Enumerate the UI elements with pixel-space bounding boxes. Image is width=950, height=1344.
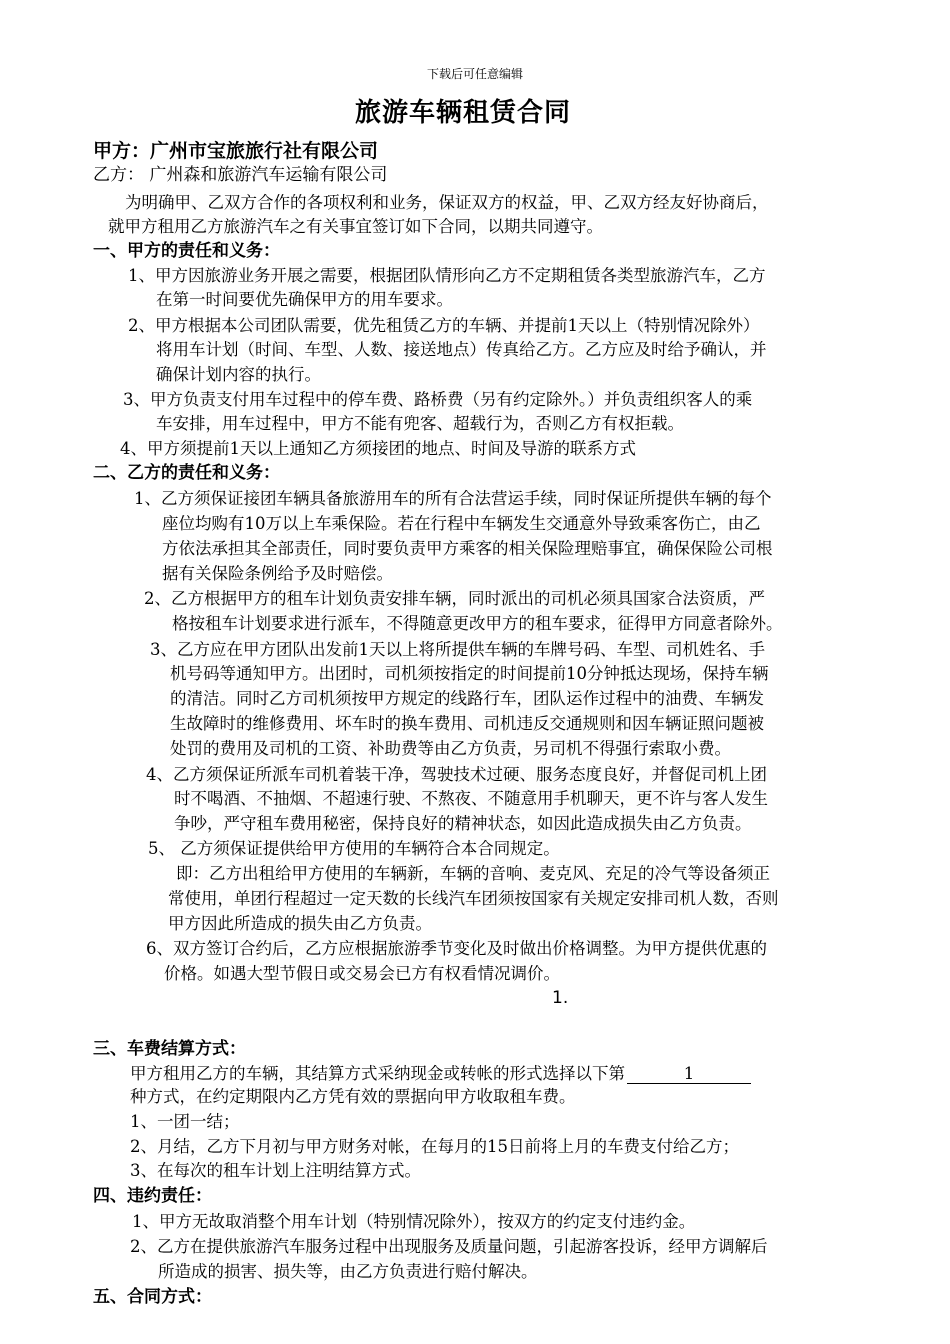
settlement-text: 甲方租用乙方的车辆，其结算方式采纳现金或转帐的形式选择以下第 [130, 1064, 625, 1083]
clause-line: 2、乙方根据甲方的租车计划负责安排车辆，同时派出的司机必须具国家合法资质，严 [144, 589, 765, 608]
clause-line: 1、甲方因旅游业务开展之需要，根据团队情形向乙方不定期租赁各类型旅游汽车，乙方 [128, 266, 766, 285]
clause-line: 所造成的损害、损失等，由乙方负责进行赔付解决。 [158, 1262, 538, 1281]
party-b: 乙方： 广州森和旅游汽车运输有限公司 [93, 165, 388, 185]
clause-line: 4、甲方须提前1天以上通知乙方须接团的地点、时间及导游的联系方式 [120, 439, 636, 458]
clause-line: 据有关保险条例给予及时赔偿。 [162, 564, 393, 583]
clause-line: 时不喝酒、不抽烟、不超速行驶、不熬夜、不随意用手机聊天，更不许与客人发生 [174, 789, 768, 808]
page-number: 1. [552, 988, 569, 1008]
party-a: 甲方：广州市宝旅旅行社有限公司 [93, 140, 379, 162]
section-heading: 四、违约责任： [93, 1186, 212, 1206]
clause-line: 机号码等通知甲方。出团时，司机须按指定的时间提前10分钟抵达现场，保持车辆 [170, 664, 769, 683]
clause-line: 车安排，用车过程中，甲方不能有兜客、超载行为，否则乙方有权拒载。 [156, 414, 684, 433]
clause-line: 确保计划内容的执行。 [156, 365, 321, 384]
clause-line: 价格。如遇大型节假日或交易会已方有权看情况调价。 [164, 964, 560, 983]
settlement-option: 1、一团一结； [130, 1112, 240, 1131]
settlement-line [130, 1065, 751, 1084]
settlement-line: 种方式，在约定期限内乙方凭有效的票据向甲方收取租车费。 [130, 1087, 576, 1106]
clause-line: 处罚的费用及司机的工资、补助费等由乙方负责，另司机不得强行索取小费。 [170, 739, 731, 758]
document-title: 旅游车辆租赁合同 [354, 98, 571, 128]
clause-line: 争吵，严守租车费用秘密，保持良好的精神状态，如因此造成损失由乙方负责。 [174, 814, 752, 833]
clause-line: 4、乙方须保证所派车司机着装干净，驾驶技术过硬、服务态度良好，并督促司机上团 [146, 765, 767, 784]
clause-line: 2、乙方在提供旅游汽车服务过程中出现服务及质量问题，引起游客投诉，经甲方调解后 [130, 1237, 768, 1256]
clause-line: 1、乙方须保证接团车辆具备旅游用车的所有合法营运手续，同时保证所提供车辆的每个 [134, 489, 772, 508]
clause-line: 座位均购有10万以上车乘保险。若在行程中车辆发生交通意外导致乘客伤亡，由乙 [162, 514, 761, 533]
clause-line: 6、双方签订合约后，乙方应根据旅游季节变化及时做出价格调整。为甲方提供优惠的 [146, 939, 767, 958]
clause-line: 3、甲方负责支付用车过程中的停车费、路桥费（另有约定除外。）并负责组织客人的乘 [123, 390, 753, 409]
intro-line: 就甲方租用乙方旅游汽车之有关事宜签订如下合同，以期共同遵守。 [108, 217, 603, 236]
clause-line: 将用车计划（时间、车型、人数、接送地点）传真给乙方。乙方应及时给予确认，并 [156, 340, 767, 359]
clause-line: 5、 乙方须保证提供给甲方使用的车辆符合本合同规定。 [148, 839, 560, 858]
clause-line: 方依法承担其全部责任，同时要负责甲方乘客的相关保险理赔事宜，确保保险公司根 [162, 539, 773, 558]
clause-line: 的清洁。同时乙方司机须按甲方规定的线路行车，团队运作过程中的油费、车辆发 [170, 689, 764, 708]
settlement-option: 2、月结，乙方下月初与甲方财务对帐，在每月的15日前将上月的车费支付给乙方； [130, 1137, 739, 1156]
settlement-choice-blank: 1 [627, 1065, 751, 1084]
section-heading: 一、甲方的责任和义务： [93, 241, 280, 261]
section-heading: 五、合同方式： [93, 1287, 212, 1307]
clause-line: 常使用，单团行程超过一定天数的长线汽车团须按国家有关规定安排司机人数，否则 [168, 889, 779, 908]
clause-line: 格按租车计划要求进行派车，不得随意更改甲方的租车要求，征得甲方同意者除外。 [172, 614, 783, 633]
section-heading: 二、乙方的责任和义务： [93, 463, 280, 483]
section-heading: 三、车费结算方式： [93, 1039, 246, 1059]
clause-line: 3、乙方应在甲方团队出发前1天以上将所提供车辆的车牌号码、车型、司机姓名、手 [150, 640, 765, 659]
clause-line: 2、甲方根据本公司团队需要，优先租赁乙方的车辆、并提前1天以上（特别情况除外） [128, 316, 760, 335]
clause-line: 即：乙方出租给甲方使用的车辆新，车辆的音响、麦克风、充足的冷气等设备须正 [176, 864, 770, 883]
clause-line: 甲方因此所造成的损失由乙方负责。 [168, 914, 432, 933]
settlement-option: 3、在每次的租车计划上注明结算方式。 [130, 1161, 421, 1180]
header-note: 下载后可任意编辑 [426, 67, 523, 81]
clause-line: 1、甲方无故取消整个用车计划（特别情况除外），按双方的约定支付违约金。 [132, 1212, 696, 1231]
clause-line: 生故障时的维修费用、坏车时的换车费用、司机违反交通规则和因车辆证照问题被 [170, 714, 764, 733]
intro-line: 为明确甲、乙双方合作的各项权利和业务，保证双方的权益，甲、乙双方经友好协商后， [125, 193, 769, 212]
clause-line: 在第一时间要优先确保甲方的用车要求。 [156, 290, 453, 309]
